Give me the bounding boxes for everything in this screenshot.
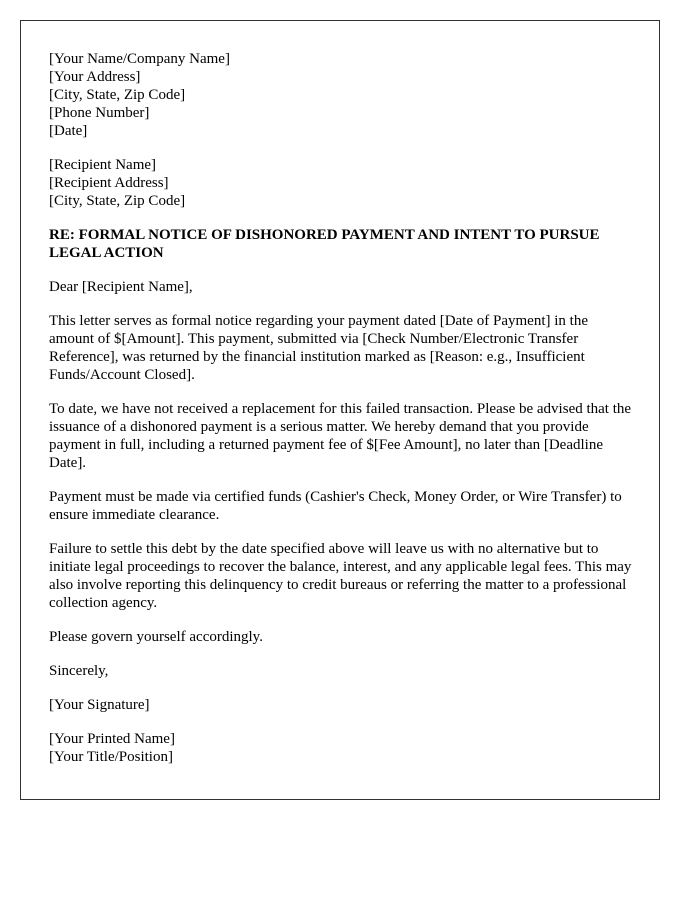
letter-page [20, 20, 660, 800]
subject-line: RE: FORMAL NOTICE OF DISHONORED PAYMENT AND INTENT TO PURSUE LEGAL ACTION [49, 227, 600, 261]
letter-content [49, 50, 633, 782]
printed-name: [Your Printed Name] [49, 731, 175, 747]
signature: [Your Signature] [49, 697, 150, 713]
sender-name: [Your Name/Company Name] [49, 51, 230, 67]
salutation: Dear [Recipient Name], [49, 279, 193, 295]
recipient-city: [City, State, Zip Code] [49, 193, 186, 209]
body-paragraph-1: This letter serves as formal notice regarding your payment dated [Date of Payment] in the amount of $[Amount]. This payment, submitted via [Check Number/Electronic Transfer Reference], was returned by the financial institution marked as [Reason: e.g., Insufficient Funds/Account Closed]. [49, 313, 588, 383]
recipient-name: [Recipient Name] [49, 157, 157, 173]
body-paragraph-2: To date, we have not received a replacement for this failed transaction. Please be advised that the issuance of a dishonored payment is a serious matter. We hereby demand that you provide payment in full, including a returned payment fee of $[Fee Amount], no later than [Deadline Date]. [49, 401, 632, 471]
sender-block [49, 50, 633, 140]
sender-address: [Your Address] [49, 69, 141, 85]
recipient-address: [Recipient Address] [49, 175, 169, 191]
body-paragraph-5: Please govern yourself accordingly. [49, 629, 263, 645]
closing: Sincerely, [49, 663, 109, 679]
title-position: [Your Title/Position] [49, 749, 173, 765]
body-paragraph-3: Payment must be made via certified funds (Cashier's Check, Money Order, or Wire Transfer) to ensure immediate clearance. [49, 489, 622, 523]
recipient-block [49, 156, 633, 210]
body-paragraph-4: Failure to settle this debt by the date specified above will leave us with no alternative but to initiate legal proceedings to recover the balance, interest, and any applicable legal fees. This may also involve reporting this delinquency to credit bureaus or referring the matter to a professional collection agency. [49, 541, 632, 611]
sender-city: [City, State, Zip Code] [49, 87, 186, 103]
sender-phone: [Phone Number] [49, 105, 150, 121]
sender-date: [Date] [49, 123, 88, 139]
signer-block [49, 730, 633, 766]
